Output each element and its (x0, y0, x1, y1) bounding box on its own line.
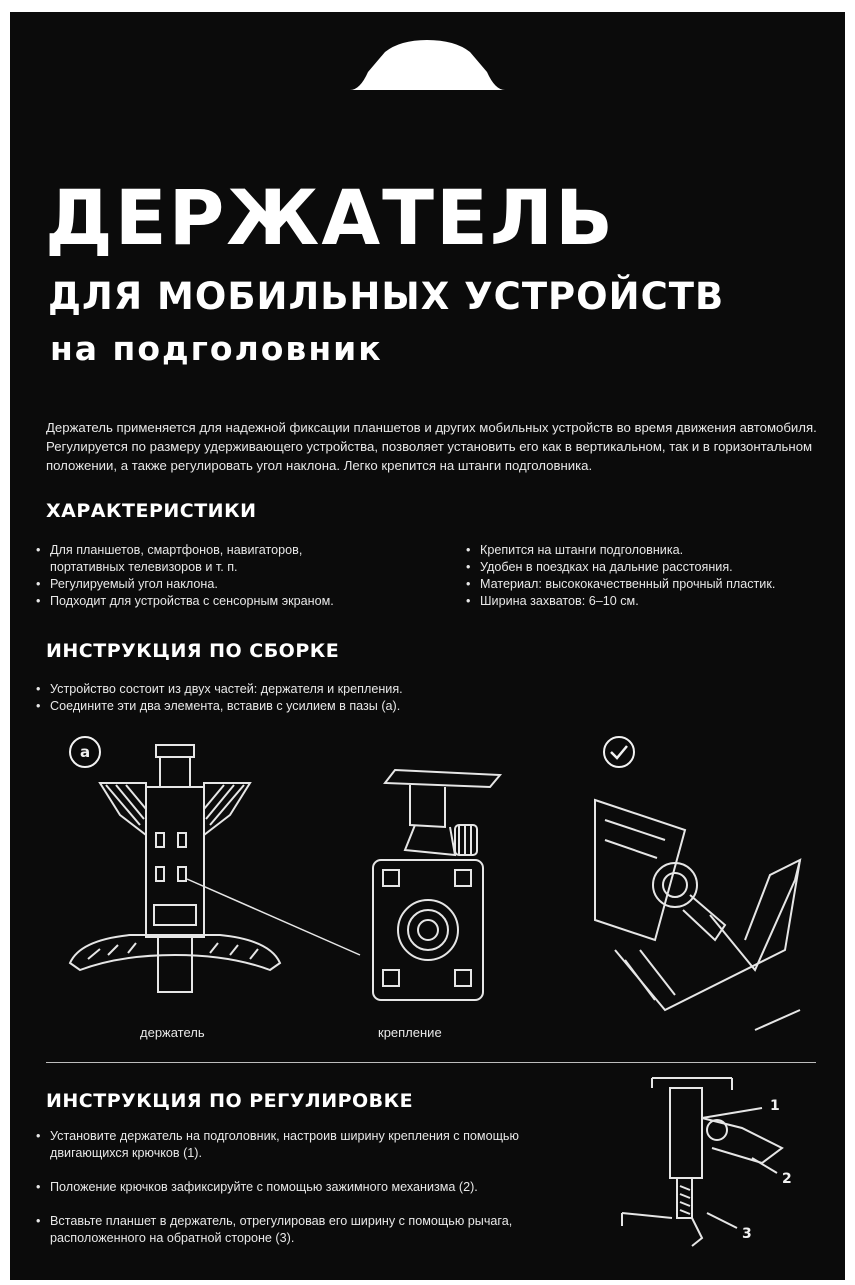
features-heading: ХАРАКТЕРИСТИКИ (46, 500, 257, 522)
intro-paragraph: Держатель применяется для надежной фиксации планшетов и других мобильных устройств во время движения автомобиля. Регулируется по размеру удерживающего устройства, позволяет установить его как в вертикальном, так и в горизонтальном положении, а также регулировать угол наклона. Легко крепится на штанги подголовника. (46, 420, 817, 473)
section-divider (46, 1062, 816, 1063)
badge-a-letter: a (79, 743, 91, 761)
list-item: • Регулируемый угол наклона. (36, 576, 366, 593)
check-icon (602, 735, 636, 769)
callout-2: 2 (782, 1171, 792, 1187)
list-item: • Подходит для устройства с сенсорным экраном. (36, 593, 366, 610)
hang-tab-slot (340, 12, 515, 92)
list-item: • Материал: высококачественный прочный пластик. (466, 576, 836, 593)
caption-mount: крепление (378, 1025, 442, 1040)
caption-holder: держатель (140, 1025, 205, 1040)
list-item: • Установите держатель на подголовник, настроив ширину крепления с помощью двигающихся крючков (1). (36, 1128, 576, 1162)
list-item: • Крепится на штанги подголовника. (466, 542, 836, 559)
list-item: • Соедините эти два элемента, вставив с усилием в пазы (а). (36, 698, 596, 715)
assembly-list (36, 681, 596, 715)
features-list-left (36, 542, 366, 610)
page-subtitle: ДЛЯ МОБИЛЬНЫХ УСТРОЙСТВ (48, 275, 725, 318)
list-item: • Устройство состоит из двух частей: держателя и крепления. (36, 681, 596, 698)
assembled-illustration (595, 800, 805, 1035)
list-item: • Положение крючков зафиксируйте с помощью зажимного механизма (2). (36, 1179, 576, 1196)
page-subtitle-2: на подголовник (50, 329, 383, 368)
callout-3: 3 (742, 1226, 752, 1242)
callout-1: 1 (770, 1098, 780, 1114)
page-title: ДЕРЖАТЕЛЬ (45, 173, 615, 262)
holder-illustration (60, 745, 300, 995)
adjust-heading: ИНСТРУКЦИЯ ПО РЕГУЛИРОВКЕ (46, 1090, 414, 1112)
adjust-illustration (612, 1068, 812, 1268)
assembly-heading: ИНСТРУКЦИЯ ПО СБОРКЕ (46, 640, 340, 662)
features-list-right (466, 542, 836, 610)
list-item: • Удобен в поездках на дальние расстояния. (466, 559, 836, 576)
mount-illustration (355, 765, 520, 1005)
list-item: • Вставьте планшет в держатель, отрегулировав его ширину с помощью рычага, расположенного на обратной стороне (3). (36, 1213, 576, 1247)
list-item: • Ширина захватов: 6–10 см. (466, 593, 836, 610)
adjust-list (36, 1128, 576, 1264)
list-item: • Для планшетов, смартфонов, навигаторов, портативных телевизоров и т. п. (36, 542, 366, 576)
